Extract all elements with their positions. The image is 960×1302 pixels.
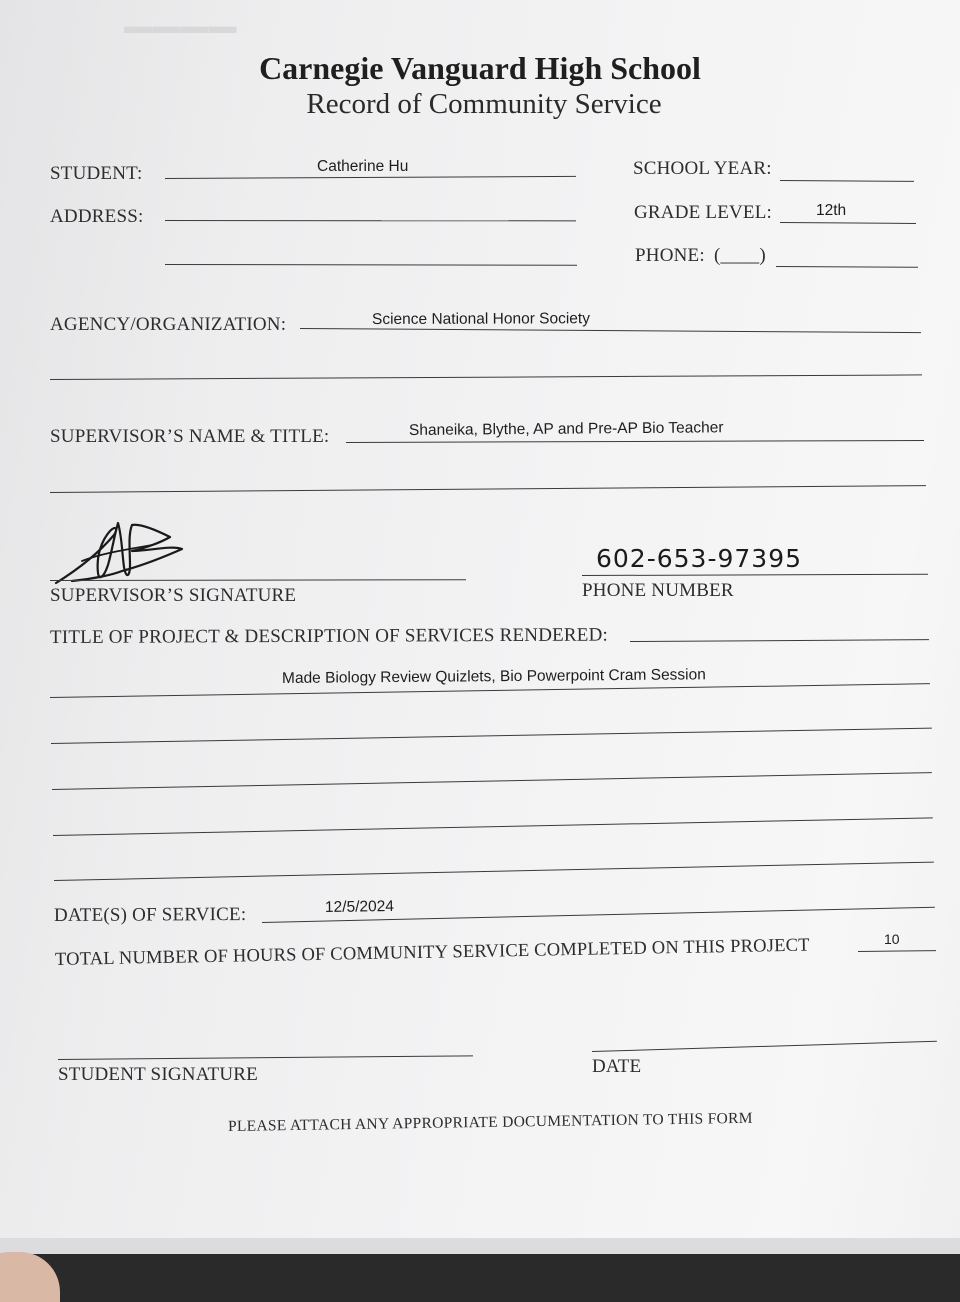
dates-of-service-value[interactable]: 12/5/2024 [324,898,395,916]
student-label: STUDENT: [50,163,143,184]
supervisor-signature-label: SUPERVISOR’S SIGNATURE [50,585,297,606]
dates-label: DATE(S) OF SERVICE: [53,903,247,926]
supervisor-name-line-2 [50,485,926,493]
school-name: Carnegie Vanguard High School [259,50,701,86]
agency-line-2 [50,374,922,380]
address-label: ADDRESS: [50,206,144,227]
phone-line [776,266,918,268]
supervisor-name-line [346,440,924,443]
supervisor-name-value[interactable]: Shaneika, Blythe, AP and Pre-AP Bio Teacher [408,419,724,439]
date-label: DATE [592,1056,642,1077]
attach-documentation-note: PLEASE ATTACH ANY APPROPRIATE DOCUMENTATION TO THIS FORM [227,1109,753,1135]
total-hours-label: TOTAL NUMBER OF HOURS OF COMMUNITY SERVICE COMPLETED ON THIS PROJECT [54,935,810,970]
address-line-1 [165,220,576,221]
date-line [592,1041,937,1052]
total-hours-line [858,950,936,952]
student-name-value[interactable]: Catherine Hu [317,158,409,175]
school-year-line [780,180,914,182]
student-signature-label: STUDENT SIGNATURE [58,1064,258,1085]
show-through-text: ▔▔▔▔ [125,29,238,67]
supervisor-phone-value[interactable]: 602-653-97395 [596,544,803,573]
project-description-value[interactable]: Made Biology Review Quizlets, Bio Powerpoint Cram Session [281,666,706,687]
finger [0,1252,60,1302]
form-title: Record of Community Service [306,88,662,120]
project-line-4 [52,772,932,790]
supervisor-signature-scribble [52,515,192,590]
supervisor-phone-line [582,574,928,576]
total-hours-value[interactable]: 10 [884,931,900,947]
supervisor-name-label: SUPERVISOR’S NAME & TITLE: [50,426,330,447]
school-year-label: SCHOOL YEAR: [633,158,772,179]
grade-level-label: GRADE LEVEL: [634,202,773,223]
agency-label: AGENCY/ORGANIZATION: [50,314,287,335]
student-signature-line [58,1055,473,1060]
agency-value[interactable]: Science National Honor Society [371,310,591,328]
project-line-1 [630,639,929,642]
student-line [165,176,576,179]
supervisor-signature-line [50,579,466,581]
phone-label: PHONE: [635,245,705,266]
project-label: TITLE OF PROJECT & DESCRIPTION OF SERVICES RENDERED: [49,624,609,648]
phone-number-label: PHONE NUMBER [582,580,734,601]
grade-level-value[interactable]: 12th [816,202,847,219]
address-line-2 [165,264,577,266]
grade-level-line [780,222,916,224]
project-line-6 [54,862,934,881]
underlying-sheet [0,1238,960,1254]
project-line-3 [51,728,932,744]
phone-area-code: (____) [714,245,766,266]
project-line-5 [53,817,933,836]
